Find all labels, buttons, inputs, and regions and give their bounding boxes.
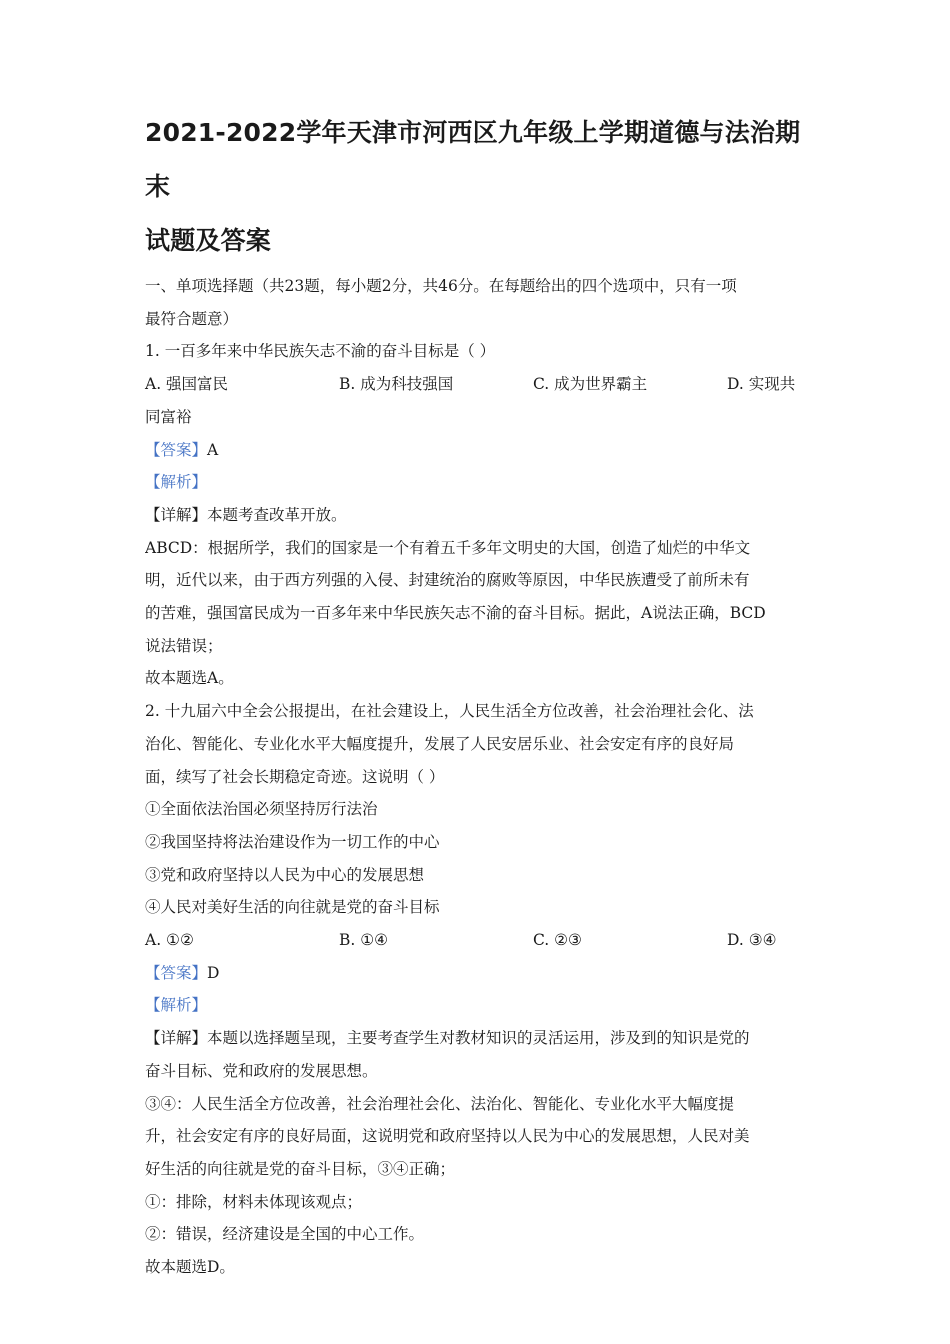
question-1-options	[145, 368, 810, 401]
question-2-explanation-line-4: ①：排除，材料未体现该观点；	[145, 1192, 363, 1211]
detail-tag: 【详解】	[145, 505, 208, 524]
title-line-2: 试题及答案	[145, 226, 272, 255]
question-2-option-c: C. ②③	[533, 931, 582, 950]
question-2-options	[145, 924, 810, 957]
question-2-conclusion: 故本题选D。	[145, 1258, 235, 1277]
detail-text: 本题以选择题呈现，主要考查学生对教材知识的灵活运用，涉及到的知识是党的	[207, 1029, 750, 1048]
question-1-explanation-line-3: 的苦难，强国富民成为一百多年来中华民族矢志不渝的奋斗目标。据此，A说法正确，BCD	[145, 604, 766, 623]
question-1-option-d: D. 实现共	[727, 375, 796, 394]
detail-text: 本题考查改革开放。	[207, 505, 347, 524]
question-2-detail-line-1	[145, 1022, 810, 1055]
question-1-explanation-line-1: ABCD：根据所学，我们的国家是一个有着五千多年文明史的大国，创造了灿烂的中华文	[145, 538, 751, 557]
question-1-analysis-tag	[145, 466, 810, 499]
question-2-analysis-tag	[145, 989, 810, 1022]
question-2-explanation-line-3: 好生活的向往就是党的奋斗目标，③④正确；	[145, 1159, 456, 1178]
answer-value: D	[207, 963, 220, 982]
question-1-conclusion: 故本题选A。	[145, 669, 234, 688]
question-2-option-b: B. ①④	[339, 931, 389, 950]
detail-tag: 【详解】	[145, 1029, 208, 1048]
answer-tag: 【答案】	[145, 440, 208, 459]
question-1-option-c: C. 成为世界霸主	[533, 375, 648, 394]
section-header-line-2: 最符合题意）	[145, 309, 239, 328]
question-1-option-b: B. 成为科技强国	[339, 375, 454, 394]
answer-value: A	[207, 440, 219, 459]
document-page	[145, 106, 810, 1284]
question-2-explanation-line-5: ②：错误，经济建设是全国的中心工作。	[145, 1225, 425, 1244]
question-2-explanation-line-2: 升，社会安定有序的良好局面，这说明党和政府坚持以人民为中心的发展思想，人民对美	[145, 1127, 750, 1146]
question-2	[145, 695, 810, 1284]
analysis-tag: 【解析】	[145, 996, 208, 1015]
question-2-stem-line-1: 2. 十九届六中全会公报提出，在社会建设上，人民生活全方位改善，社会治理社会化、法	[145, 702, 754, 721]
question-1-option-a: A. 强国富民	[145, 375, 229, 394]
answer-tag: 【答案】	[145, 963, 208, 982]
title-line-1: 2021-2022学年天津市河西区九年级上学期道德与法治期末	[145, 118, 801, 201]
question-1-stem: 1. 一百多年来中华民族矢志不渝的奋斗目标是（ ）	[145, 342, 496, 361]
analysis-tag: 【解析】	[145, 473, 208, 492]
question-2-statement-1: ①全面依法治国必须坚持厉行法治	[145, 800, 378, 819]
document-title	[145, 106, 810, 268]
question-1-detail	[145, 499, 810, 532]
question-2-detail-line-2: 奋斗目标、党和政府的发展思想。	[145, 1061, 378, 1080]
question-2-statement-2: ②我国坚持将法治建设作为一切工作的中心	[145, 832, 440, 851]
question-1-option-d-continued: 同富裕	[145, 407, 192, 426]
question-2-stem-line-3: 面，续写了社会长期稳定奇迹。这说明（ ）	[145, 767, 445, 786]
question-1-explanation-line-2: 明，近代以来，由于西方列强的入侵、封建统治的腐败等原因，中华民族遭受了前所未有	[145, 571, 750, 590]
question-2-answer	[145, 957, 810, 990]
question-2-option-a: A. ①②	[145, 931, 194, 950]
question-2-explanation-line-1: ③④：人民生活全方位改善，社会治理社会化、法治化、智能化、专业化水平大幅度提	[145, 1094, 735, 1113]
question-1	[145, 335, 810, 695]
question-2-option-d: D. ③④	[727, 931, 777, 950]
question-2-statement-3: ③党和政府坚持以人民为中心的发展思想	[145, 865, 425, 884]
question-1-answer	[145, 434, 810, 467]
question-2-statement-4: ④人民对美好生活的向往就是党的奋斗目标	[145, 898, 440, 917]
question-1-explanation-line-4: 说法错误；	[145, 636, 223, 655]
question-2-stem-line-2: 治化、智能化、专业化水平大幅度提升，发展了人民安居乐业、社会安定有序的良好局	[145, 734, 735, 753]
section-header-line-1: 一、单项选择题（共23题，每小题2分，共46分。在每题给出的四个选项中，只有一项	[145, 277, 737, 295]
